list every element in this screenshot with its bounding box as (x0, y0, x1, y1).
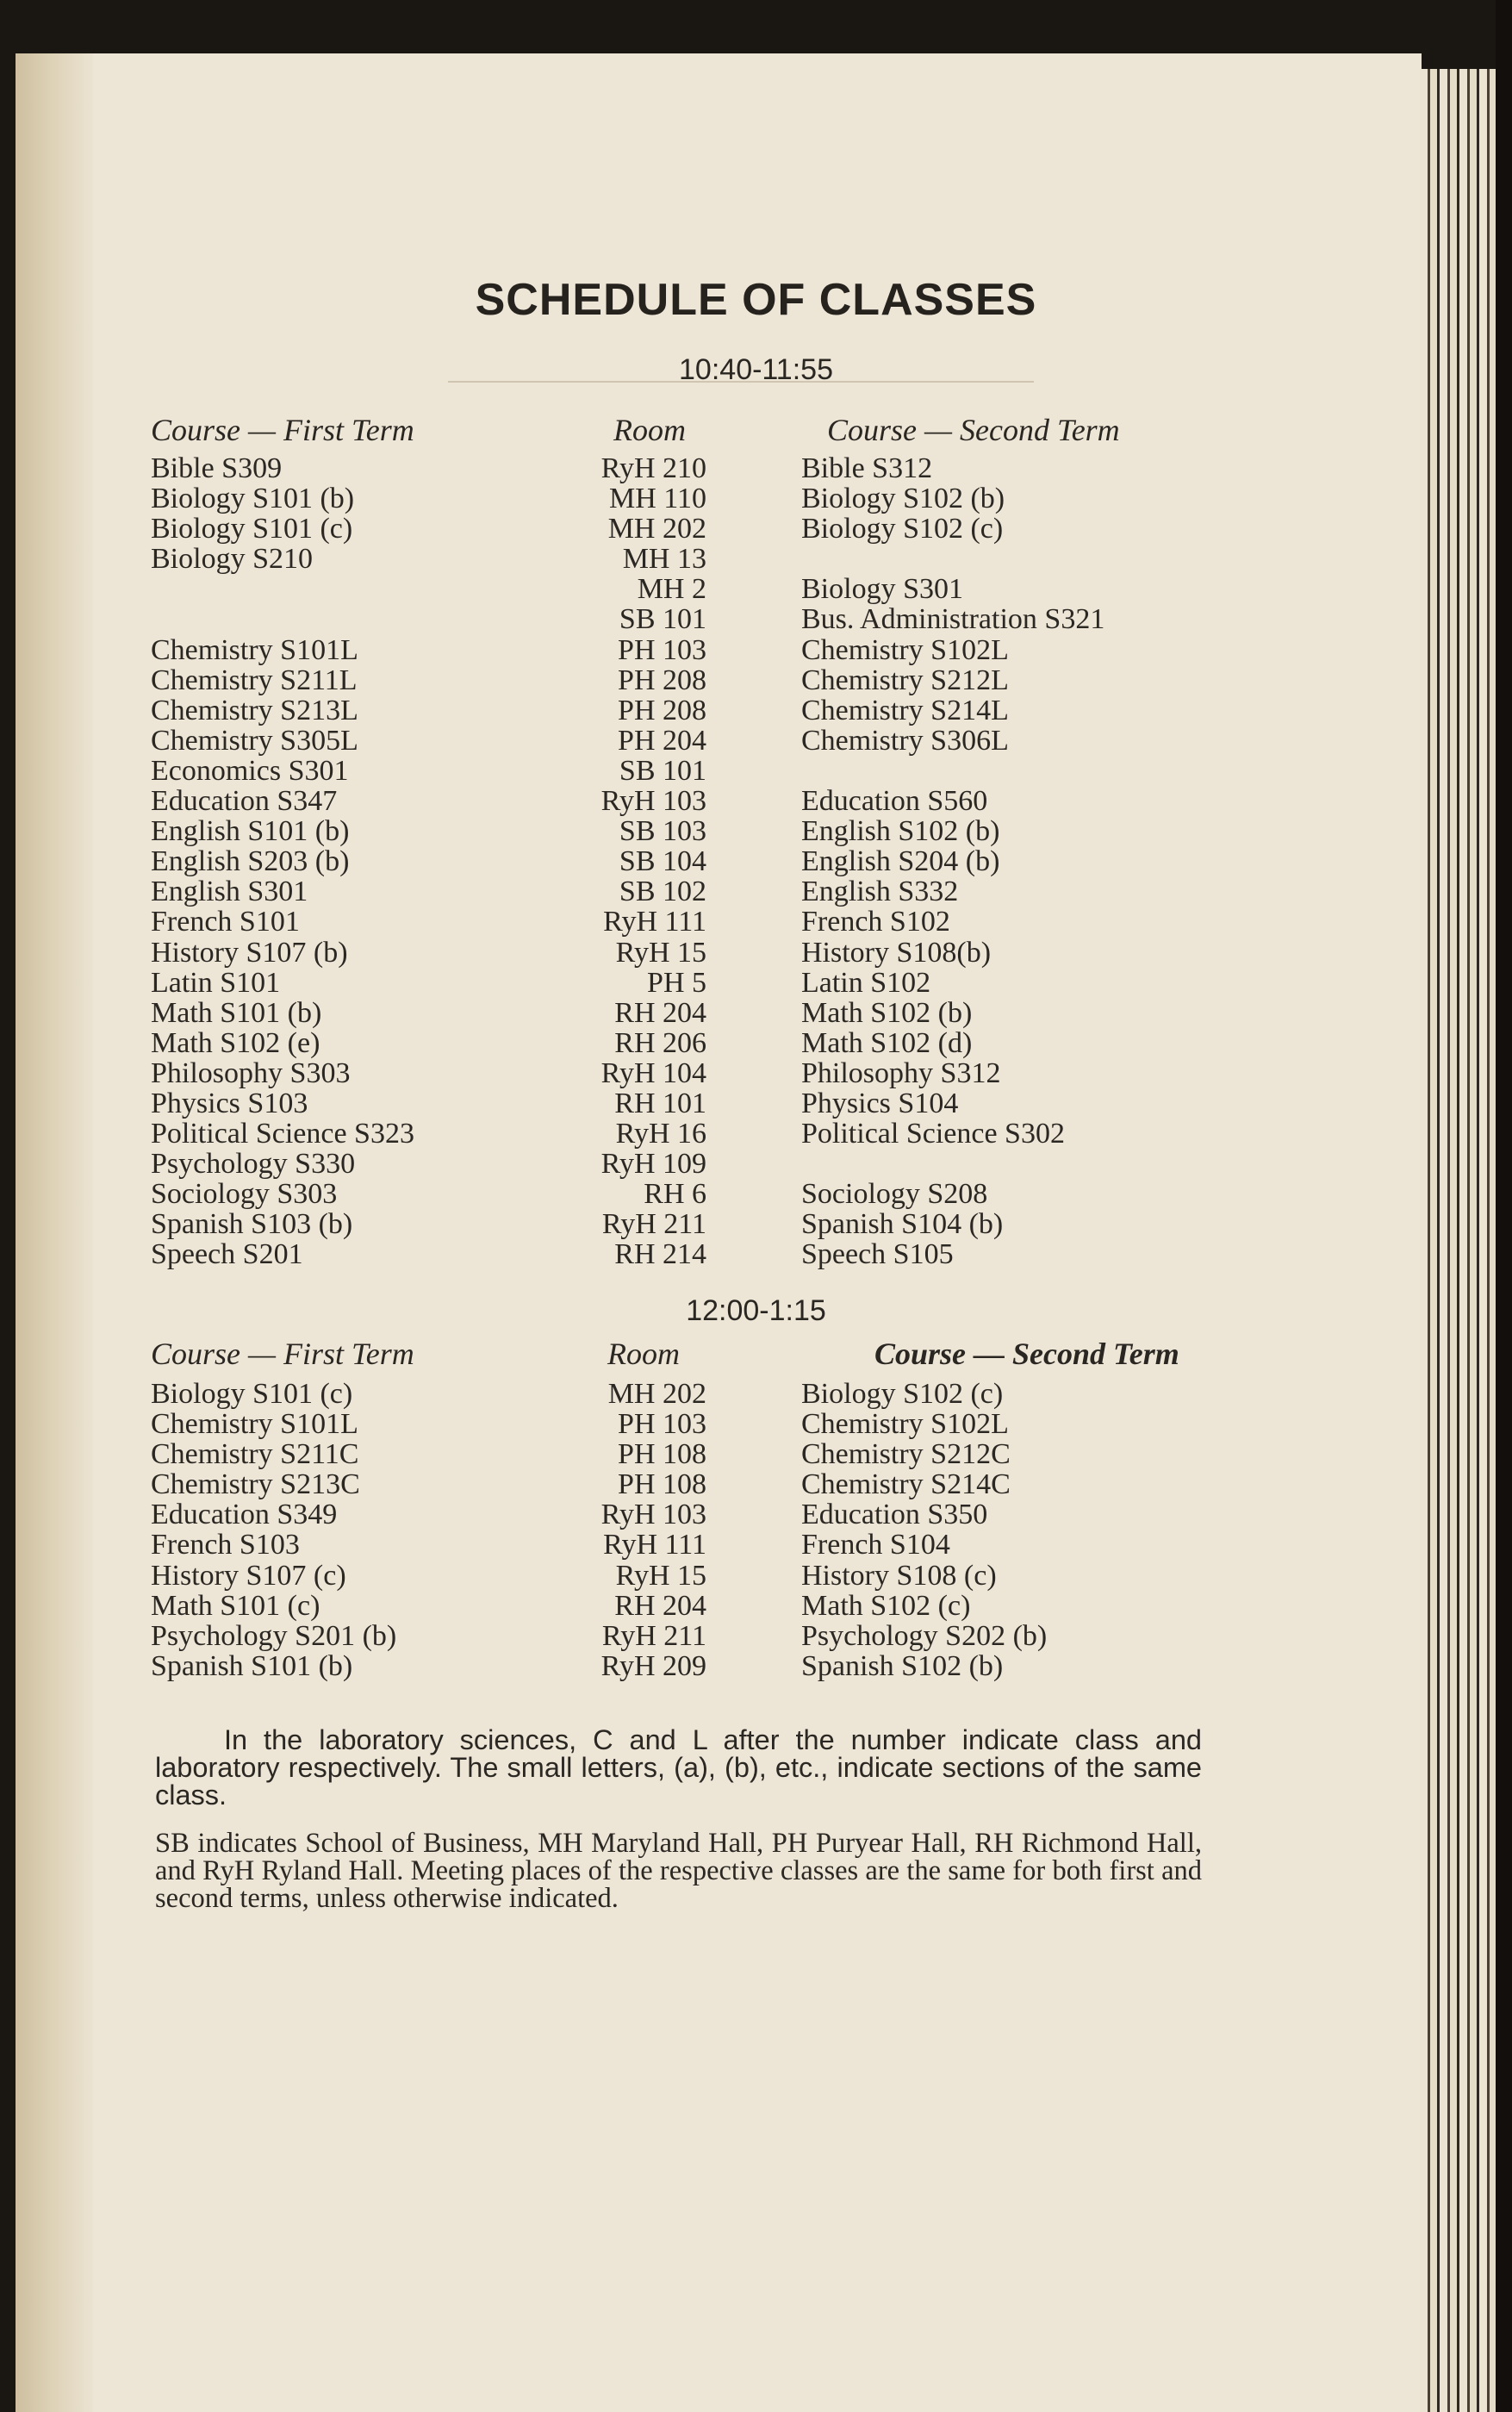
header-room: Room (607, 1337, 680, 1371)
room-cell: SB 101 (619, 603, 706, 636)
first-term-course: Physics S103 (151, 1087, 308, 1119)
room-list (569, 1379, 706, 1681)
room-cell: MH 13 (622, 543, 706, 576)
footnote-building-abbreviations: SB indicates School of Business, MH Maryland Hall, PH Puryear Hall, RH Richmond Hall, and RyH Ryland Hall. Meeting places of the respective classes are the same for both first and second terms, unless otherwise indicated. (155, 1828, 1202, 1914)
footnote-lab-sciences: In the laboratory sciences, C and L after the number indicate class and laboratory respectively. The small letters, (a), (b), etc., indicate sections of the same class. (155, 1724, 1202, 1811)
first-term-course: Math S101 (b) (151, 996, 322, 1029)
second-term-course: Sociology S208 (801, 1178, 988, 1211)
first-term-course (151, 574, 513, 604)
first-term-course: Bible S309 (151, 452, 283, 484)
second-term-course: Bible S312 (801, 452, 933, 484)
second-term-course: English S332 (801, 876, 959, 908)
room-cell: SB 101 (619, 754, 706, 787)
room-cell: RH 214 (614, 1238, 706, 1271)
second-term-course: Philosophy S312 (801, 1056, 1001, 1089)
second-term-course: Chemistry S212L (801, 664, 1009, 696)
first-term-course: English S203 (b) (151, 845, 350, 878)
room-cell: RyH 210 (600, 452, 706, 484)
second-term-course: Physics S104 (801, 1087, 959, 1119)
room-cell: RyH 16 (615, 1118, 706, 1150)
room-cell: RH 204 (614, 1589, 706, 1622)
second-term-course: Chemistry S214C (801, 1468, 1011, 1501)
first-term-course: Psychology S201 (b) (151, 1619, 397, 1652)
first-term-course-list (151, 453, 513, 1270)
first-term-course: Chemistry S213C (151, 1468, 360, 1501)
second-term-course: Biology S301 (801, 573, 963, 606)
second-term-course: Latin S102 (801, 966, 931, 999)
second-term-course (801, 756, 1180, 786)
second-term-course-list (801, 1379, 1180, 1681)
room-cell: MH 202 (607, 1378, 706, 1410)
second-term-course: Biology S102 (b) (801, 483, 1005, 515)
first-term-course: Math S101 (c) (151, 1589, 320, 1622)
session-time: 10:40-11:55 (679, 353, 833, 386)
room-cell: RyH 104 (600, 1056, 706, 1089)
second-term-course: Chemistry S214L (801, 694, 1009, 726)
second-term-course: Chemistry S102L (801, 1408, 1009, 1441)
first-term-course: Chemistry S101L (151, 633, 358, 666)
room-cell: RyH 209 (600, 1649, 706, 1682)
first-term-course: Biology S101 (c) (151, 513, 353, 545)
page-gutter-shadow (16, 53, 93, 2412)
room-cell: PH 208 (618, 664, 706, 696)
room-cell: RH 101 (614, 1087, 706, 1119)
second-term-course: Speech S105 (801, 1238, 954, 1271)
first-term-course: Math S102 (e) (151, 1026, 320, 1059)
second-term-course: Spanish S104 (b) (801, 1208, 1004, 1241)
first-term-course: Biology S101 (c) (151, 1378, 353, 1410)
first-term-course: Economics S301 (151, 754, 349, 787)
first-term-course: Chemistry S211L (151, 664, 358, 696)
room-cell: RyH 111 (603, 1529, 706, 1561)
room-cell: PH 5 (647, 966, 706, 999)
first-term-course: Biology S101 (b) (151, 483, 355, 515)
second-term-course: Education S350 (801, 1499, 988, 1531)
page-edge-stack (1420, 69, 1497, 2412)
second-term-course: Math S102 (b) (801, 996, 973, 1029)
room-cell: RyH 103 (600, 785, 706, 818)
second-term-course: French S104 (801, 1529, 950, 1561)
room-cell: SB 103 (619, 815, 706, 848)
first-term-course: Speech S201 (151, 1238, 303, 1271)
first-term-course: Psychology S330 (151, 1148, 356, 1181)
second-term-course: Psychology S202 (b) (801, 1619, 1048, 1652)
first-term-course: Spanish S103 (b) (151, 1208, 353, 1241)
room-cell: RH 6 (644, 1178, 706, 1211)
room-cell: SB 102 (619, 876, 706, 908)
second-term-course: History S108(b) (801, 936, 992, 969)
room-cell: PH 204 (618, 724, 706, 757)
room-cell: RyH 103 (600, 1499, 706, 1531)
second-term-course-list (801, 453, 1180, 1270)
room-cell: RyH 109 (600, 1148, 706, 1181)
room-cell: RH 204 (614, 996, 706, 1029)
first-term-course: Philosophy S303 (151, 1056, 351, 1089)
room-cell: MH 110 (608, 483, 706, 515)
header-first-term: Course — First Term (151, 1337, 414, 1371)
first-term-course: Chemistry S211C (151, 1438, 359, 1471)
first-term-course: History S107 (c) (151, 1559, 346, 1592)
room-cell: PH 108 (618, 1438, 706, 1471)
first-term-course: Chemistry S305L (151, 724, 358, 757)
second-term-course: English S102 (b) (801, 815, 1000, 848)
room-cell: PH 208 (618, 694, 706, 726)
second-term-course: Spanish S102 (b) (801, 1649, 1004, 1682)
room-cell: RyH 15 (615, 1559, 706, 1592)
first-term-course: English S301 (151, 876, 308, 908)
first-term-course: French S101 (151, 906, 300, 938)
second-term-course (801, 544, 1180, 574)
header-second-term: Course — Second Term (874, 1337, 1179, 1371)
room-cell: RyH 15 (615, 936, 706, 969)
second-term-course: Political Science S302 (801, 1118, 1065, 1150)
room-cell: RyH 211 (601, 1619, 706, 1652)
first-term-course (151, 604, 513, 634)
second-term-course: History S108 (c) (801, 1559, 997, 1592)
first-term-course: Biology S210 (151, 543, 313, 576)
second-term-course: English S204 (b) (801, 845, 1000, 878)
first-term-course: Sociology S303 (151, 1178, 338, 1211)
second-term-course: Math S102 (d) (801, 1026, 973, 1059)
first-term-course: Education S347 (151, 785, 338, 818)
second-term-course: Chemistry S306L (801, 724, 1009, 757)
room-cell: PH 103 (618, 1408, 706, 1441)
first-term-course: French S103 (151, 1529, 300, 1561)
first-term-course-list (151, 1379, 513, 1681)
session-time: 12:00-1:15 (686, 1294, 826, 1327)
room-cell: MH 202 (607, 513, 706, 545)
header-second-term: Course — Second Term (827, 413, 1120, 447)
first-term-course: English S101 (b) (151, 815, 350, 848)
room-cell: PH 108 (618, 1468, 706, 1501)
second-term-course: Chemistry S212C (801, 1438, 1011, 1471)
first-term-course: Latin S101 (151, 966, 281, 999)
first-term-course: History S107 (b) (151, 936, 348, 969)
second-term-course: French S102 (801, 906, 950, 938)
room-cell: PH 103 (618, 633, 706, 666)
header-room: Room (613, 413, 686, 447)
second-term-course: Biology S102 (c) (801, 513, 1004, 545)
second-term-course: Math S102 (c) (801, 1589, 971, 1622)
first-term-course: Spanish S101 (b) (151, 1649, 353, 1682)
header-first-term: Course — First Term (151, 413, 414, 447)
second-term-course: Biology S102 (c) (801, 1378, 1004, 1410)
second-term-course (801, 1149, 1180, 1179)
first-term-course: Chemistry S213L (151, 694, 358, 726)
room-cell: SB 104 (619, 845, 706, 878)
room-cell: RH 206 (614, 1026, 706, 1059)
room-cell: MH 2 (637, 573, 706, 606)
first-term-course: Chemistry S101L (151, 1408, 358, 1441)
room-cell: RyH 211 (601, 1208, 706, 1241)
first-term-course: Education S349 (151, 1499, 338, 1531)
second-term-course: Chemistry S102L (801, 633, 1009, 666)
room-cell: RyH 111 (603, 906, 706, 938)
page-title: SCHEDULE OF CLASSES (475, 275, 1037, 325)
first-term-course: Political Science S323 (151, 1118, 414, 1150)
second-term-course: Bus. Administration S321 (801, 603, 1105, 636)
room-list (569, 453, 706, 1270)
second-term-course: Education S560 (801, 785, 988, 818)
